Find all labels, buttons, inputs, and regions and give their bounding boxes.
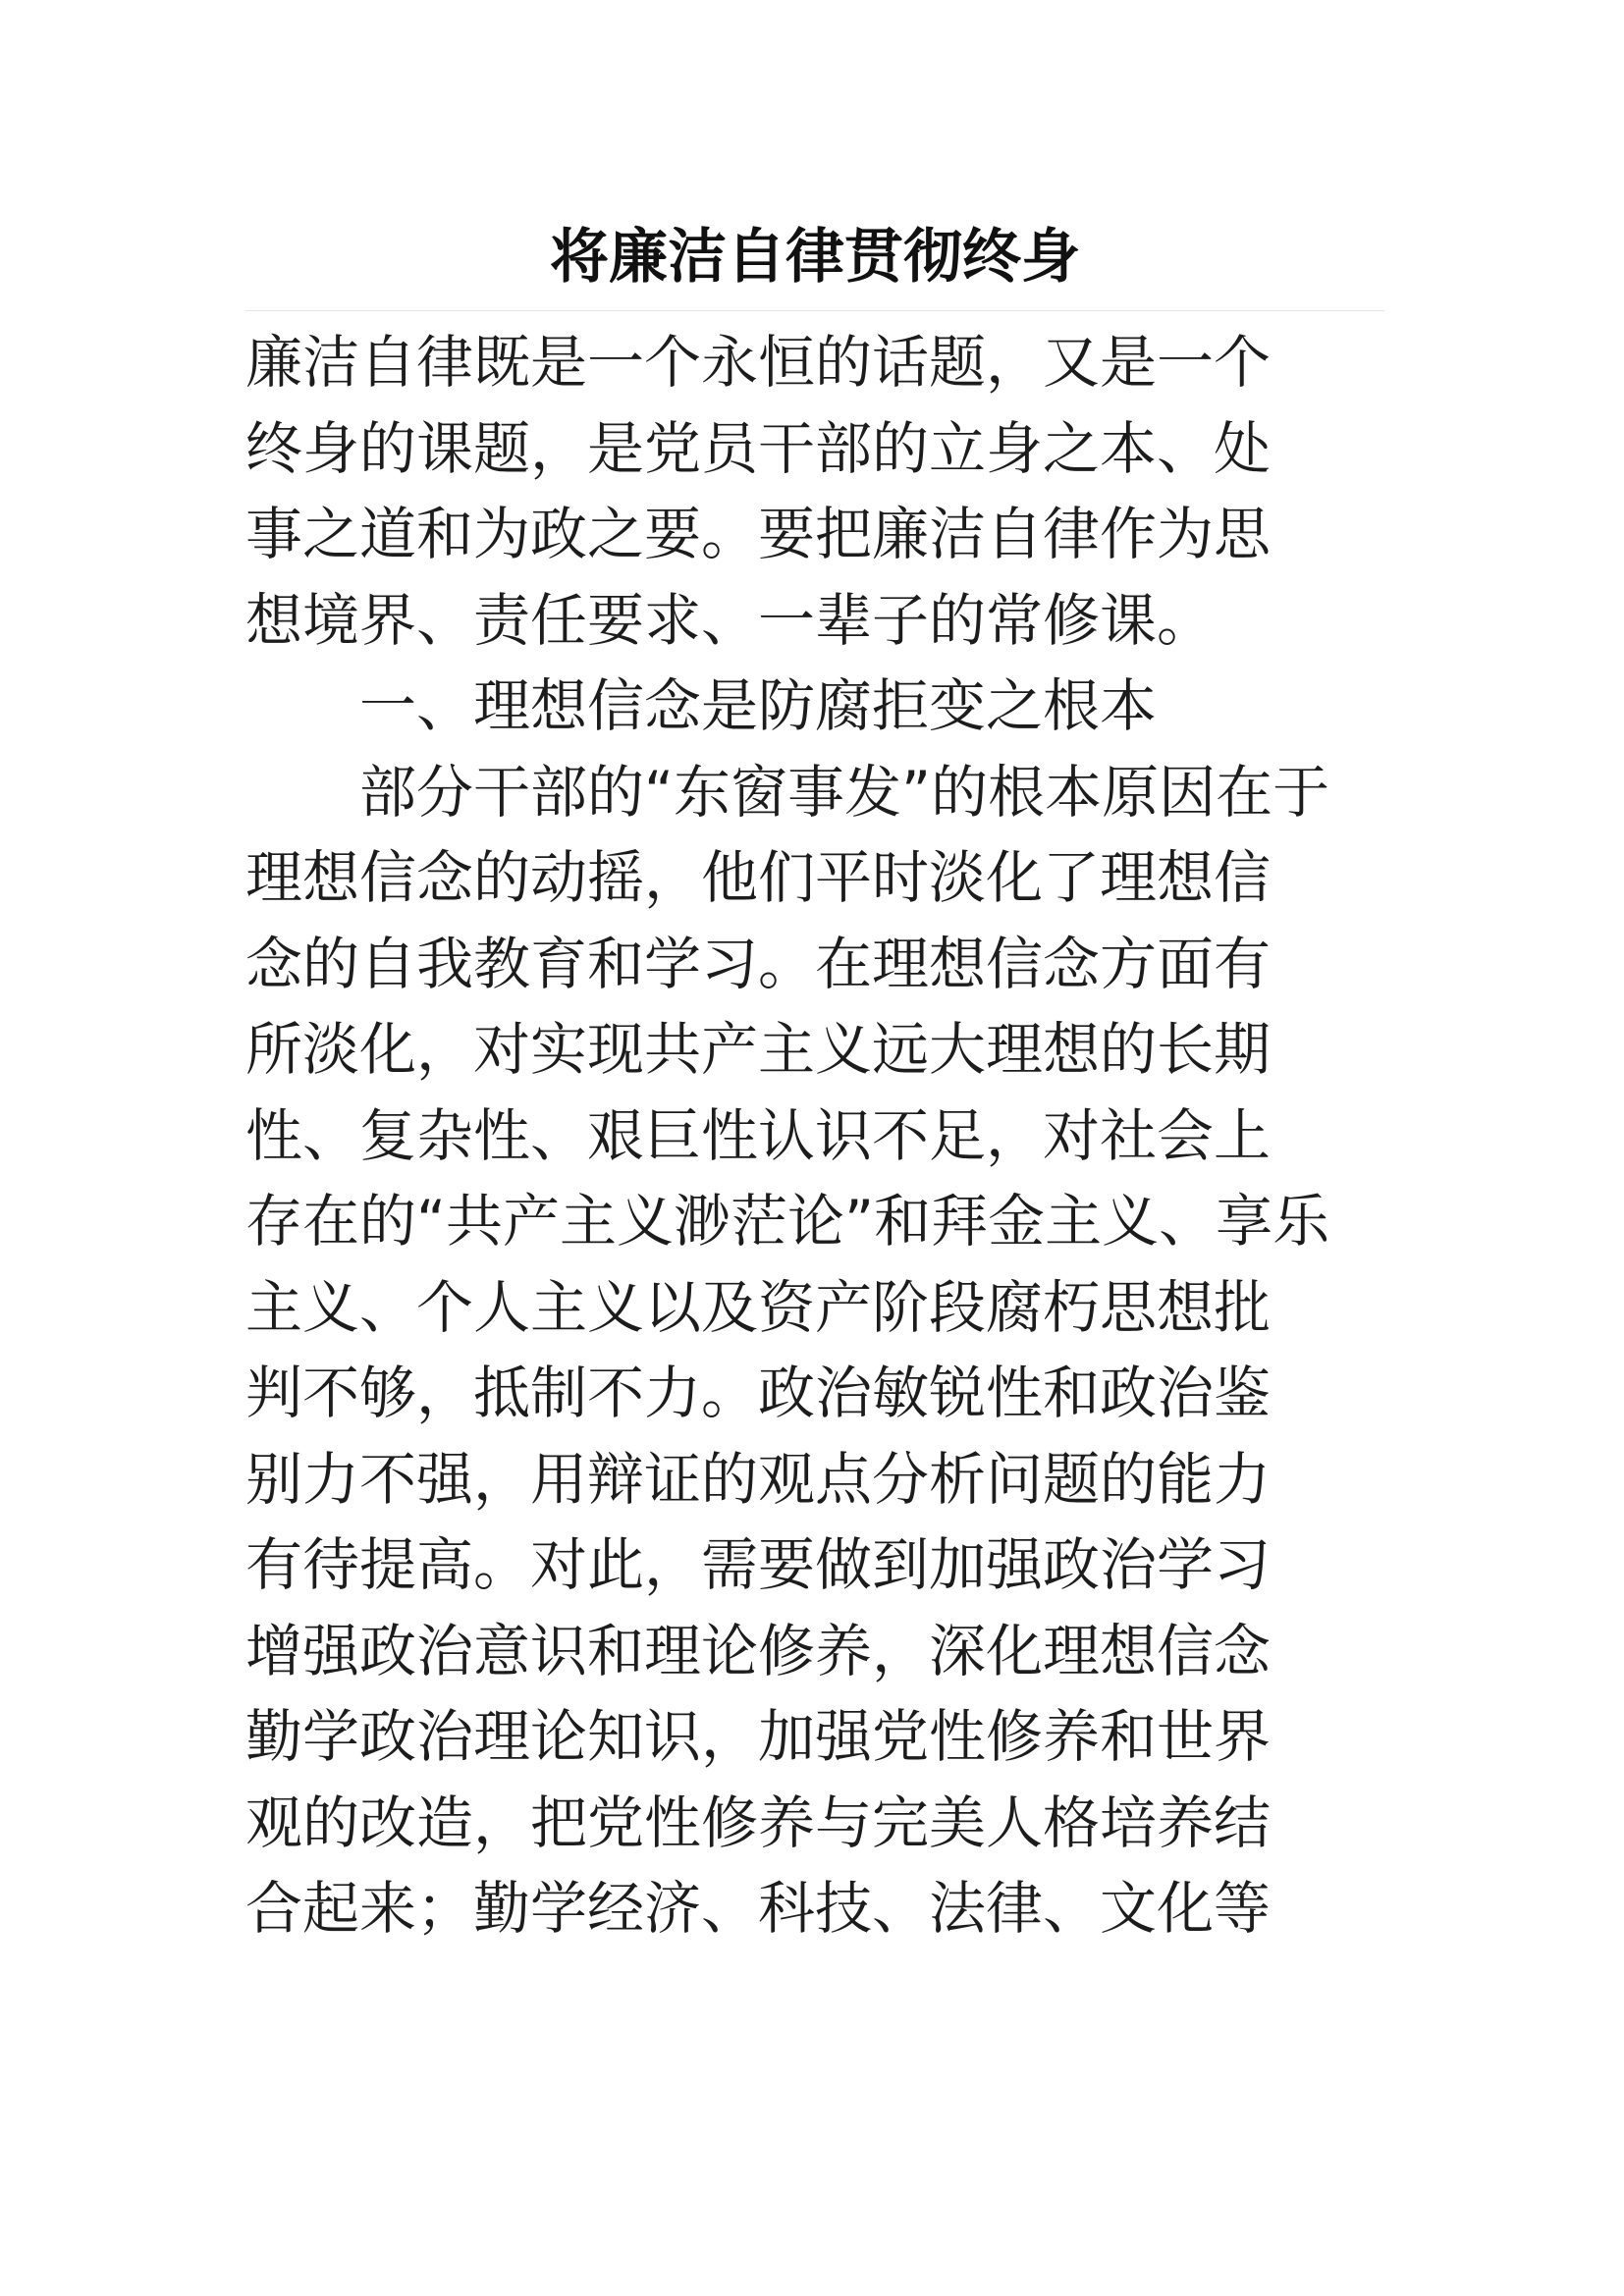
body-line: 别力不强，用辩证的观点分析问题的能力 bbox=[245, 1445, 1272, 1513]
document-title: 将廉洁自律贯彻终身 bbox=[550, 223, 1080, 292]
body-line: 终身的课题，是党员干部的立身之本、处 bbox=[245, 414, 1272, 482]
body-line: 勤学政治理论知识，加强党性修养和世界 bbox=[245, 1703, 1272, 1770]
body-line: 想境界、责任要求、一辈子的常修课。 bbox=[245, 586, 1215, 654]
body-line: 判不够，抵制不力。政治敏锐性和政治鉴 bbox=[245, 1360, 1272, 1426]
body-line: 事之道和为政之要。要把廉洁自律作为思 bbox=[245, 501, 1272, 567]
body-line: 念的自我教育和学习。在理想信念方面有 bbox=[245, 930, 1272, 997]
document-body bbox=[245, 320, 1384, 1952]
body-line: 廉洁自律既是一个永恒的话题，又是一个 bbox=[245, 329, 1272, 396]
title-divider bbox=[245, 310, 1384, 311]
body-line: 有待提高。对此，需要做到加强政治学习 bbox=[245, 1531, 1272, 1598]
body-line: 观的改造，把党性修养与完美人格培养结 bbox=[245, 1789, 1272, 1856]
body-line: 部分干部的“东窗事发”的根本原因在于 bbox=[359, 758, 1330, 826]
section-heading: 一、理想信念是防腐拒变之根本 bbox=[359, 672, 1158, 739]
body-line: 主义、个人主义以及资产阶段腐朽思想批 bbox=[245, 1273, 1272, 1341]
body-line: 性、复杂性、艰巨性认识不足，对社会上 bbox=[245, 1101, 1272, 1169]
body-line: 合起来；勤学经济、科技、法律、文化等 bbox=[245, 1875, 1272, 1942]
body-line: 存在的“共产主义渺茫论”和拜金主义、享乐 bbox=[245, 1188, 1330, 1255]
body-line: 增强政治意识和理论修养，深化理想信念 bbox=[245, 1617, 1272, 1684]
body-line: 所淡化，对实现共产主义远大理想的长期 bbox=[245, 1016, 1272, 1083]
body-line: 理想信念的动摇，他们平时淡化了理想信 bbox=[245, 844, 1272, 911]
